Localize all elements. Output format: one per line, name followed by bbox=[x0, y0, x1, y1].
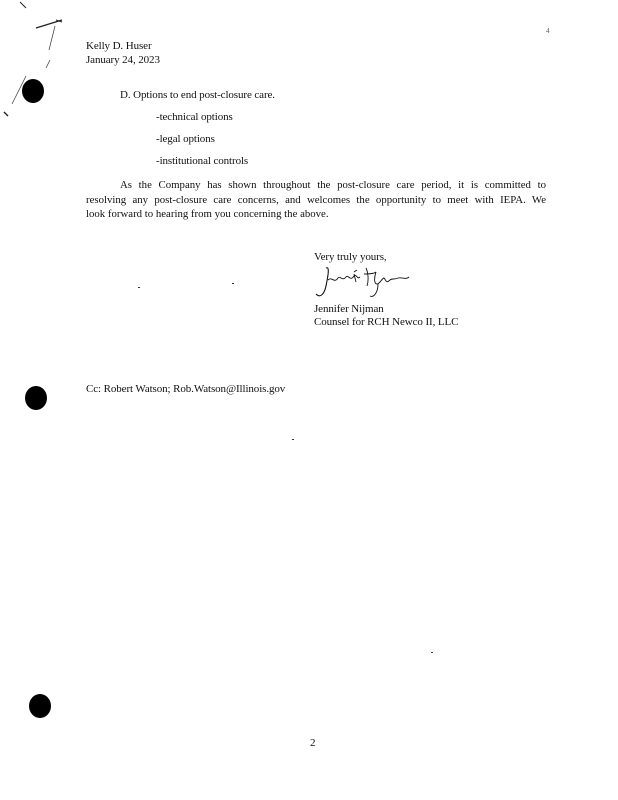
punch-hole-middle bbox=[25, 386, 47, 410]
punch-hole-top bbox=[22, 79, 44, 103]
option-item: -legal options bbox=[156, 133, 215, 145]
paragraph-line: As the Company has shown throughout the post-closure care period, it is committed to bbox=[120, 179, 546, 191]
scan-speck bbox=[138, 287, 140, 288]
scan-speck bbox=[292, 439, 294, 440]
signer-name: Jennifer Nijman bbox=[314, 303, 384, 315]
handwritten-signature bbox=[314, 262, 410, 302]
option-item: -institutional controls bbox=[156, 155, 249, 167]
letter-date: January 24, 2023 bbox=[86, 54, 160, 66]
cc-line: Cc: Robert Watson; Rob.Watson@Illinois.gov bbox=[86, 383, 286, 395]
page-marker: 4 bbox=[546, 27, 550, 35]
punch-hole-bottom bbox=[29, 694, 51, 718]
signer-title: Counsel for RCH Newco II, LLC bbox=[314, 316, 459, 328]
scan-speck bbox=[431, 652, 433, 653]
option-item: -technical options bbox=[156, 111, 233, 123]
closing-paragraph bbox=[86, 178, 546, 222]
salutation: Very truly yours, bbox=[314, 251, 387, 263]
page-number: 2 bbox=[310, 737, 316, 749]
recipient-name: Kelly D. Huser bbox=[86, 40, 152, 52]
scan-mark-top-left bbox=[0, 0, 80, 130]
paragraph-line: resolving any post-closure care concerns, and welcomes the opportunity to meet with IEPA. We bbox=[86, 193, 546, 206]
scan-speck bbox=[232, 283, 234, 284]
options-heading: D. Options to end post-closure care. bbox=[120, 89, 275, 101]
paragraph-line: look forward to hearing from you concerning the above. bbox=[86, 208, 329, 220]
